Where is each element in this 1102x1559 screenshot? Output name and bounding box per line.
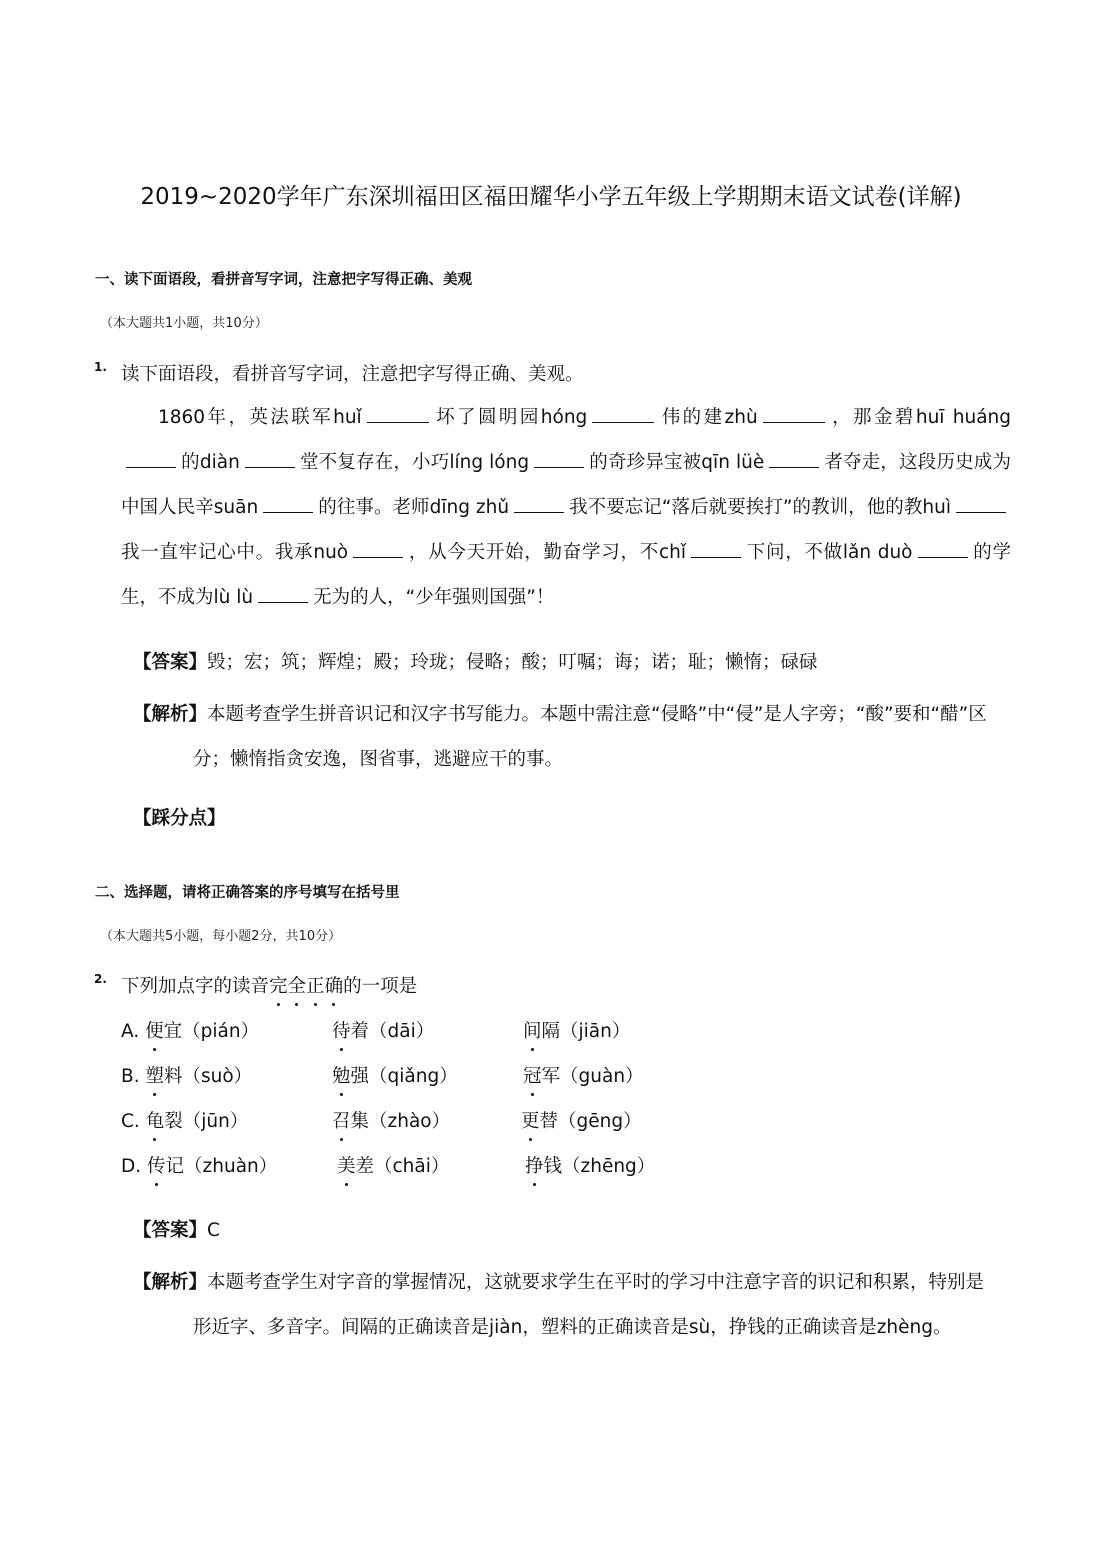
answer-text: C (207, 1220, 220, 1241)
passage-seg: 堂不复存在，小巧líng lóng (299, 452, 530, 473)
dotted-char: 间 (523, 1021, 542, 1042)
q1-number: 1. (94, 360, 107, 374)
passage-seg: 的学生，不成为lù lù (121, 542, 1011, 608)
q2-analysis (133, 1260, 998, 1350)
answer-blank[interactable] (245, 449, 295, 468)
analysis-label: 【解析】 (133, 704, 208, 725)
points-label: 【踩分点】 (133, 808, 226, 829)
answer-blank[interactable] (126, 449, 176, 468)
q1-passage (121, 395, 1011, 620)
q2-stem (121, 972, 417, 998)
analysis-text: 本题考查学生对字音的掌握情况，这就要求学生在平时的学习中注意字音的识记和积累，特别是形近字、多音字。间隔的正确读音是jiàn，塑料的正确读音是sù，挣钱的正确读音是zhèng。 (193, 1272, 985, 1338)
dotted-char: 正 (306, 976, 325, 997)
passage-seg: ，从今天开始，勤奋学习，不chǐ (408, 542, 686, 563)
option-word: 料（suò） (163, 1066, 253, 1087)
dotted-char: 待 (332, 1021, 351, 1042)
dotted-char: 冠 (523, 1066, 542, 1087)
option-word: 集（zhào） (350, 1111, 451, 1132)
option-b[interactable] (121, 1062, 821, 1092)
section1-heading: 一、读下面语段，看拼音写字词，注意把字写得正确、美观 (95, 272, 472, 288)
answer-blank[interactable] (258, 584, 308, 603)
dotted-char: 召 (332, 1111, 351, 1132)
q1-points (133, 804, 226, 830)
answer-blank[interactable] (263, 494, 313, 513)
option-a[interactable] (121, 1017, 821, 1047)
answer-blank[interactable] (956, 494, 1006, 513)
passage-seg: 的往事。老师dīng zhǔ (318, 497, 510, 518)
option-word: 强（qiǎng） (350, 1066, 458, 1087)
passage-seg: 1860年，英法联军huǐ (158, 407, 362, 428)
analysis-label: 【解析】 (133, 1272, 208, 1293)
option-word: 替（gēng） (539, 1111, 642, 1132)
answer-blank[interactable] (769, 449, 819, 468)
option-letter: B. (121, 1066, 140, 1087)
option-letter: A. (121, 1021, 140, 1042)
q1-analysis (133, 692, 998, 782)
option-d[interactable] (121, 1152, 821, 1182)
option-word: 隔（jiān） (541, 1021, 631, 1042)
passage-seg: 我一直牢记心中。我承nuò (121, 542, 349, 563)
option-word: 裂（jūn） (164, 1111, 249, 1132)
passage-seg: 无为的人，“少年强则国强”！ (313, 587, 555, 608)
answer-blank[interactable] (592, 404, 654, 423)
q2-answer (133, 1216, 220, 1242)
answer-blank[interactable] (367, 404, 429, 423)
option-letter: D. (121, 1156, 142, 1177)
stem-text: 的一项是 (343, 976, 418, 997)
answer-label: 【答案】 (133, 1220, 208, 1241)
analysis-text: 本题考查学生拼音识记和汉字书写能力。本题中需注意“侵略”中“侵”是人字旁；“酸”要和“醋”区分；懒惰指贪安逸，图省事，逃避应干的事。 (193, 704, 987, 770)
passage-seg: 伟的建zhù (659, 407, 758, 428)
dotted-char: 塑 (145, 1066, 164, 1087)
section2-note: （本大题共5小题，每小题2分，共10分） (100, 929, 342, 944)
passage-seg: 的diàn (181, 452, 240, 473)
answer-blank[interactable] (514, 494, 564, 513)
option-word: 差（chāi） (355, 1156, 450, 1177)
passage-seg: 的奇珍异宝被qīn lüè (589, 452, 765, 473)
dotted-char: 传 (147, 1156, 166, 1177)
page-title: 2019~2020学年广东深圳福田区福田耀华小学五年级上学期期末语文试卷(详解) (140, 184, 962, 210)
passage-seg: 者夺走，这段历史成为中国人民辛suān (121, 452, 1011, 518)
q2-number: 2. (94, 972, 107, 986)
dotted-char: 全 (287, 976, 307, 997)
passage-seg: 坏了圆明园hóng (433, 407, 588, 428)
answer-blank[interactable] (353, 539, 403, 558)
passage-seg: ，那金碧huī huáng (829, 407, 1011, 428)
dotted-char: 龟 (145, 1111, 165, 1132)
dotted-char: 便 (145, 1021, 164, 1042)
answer-text: 毁；宏；筑；辉煌；殿；玲珑；侵略；酸；叮嘱；诲；诺；耻；懒惰；碌碌 (207, 652, 818, 673)
answer-blank[interactable] (763, 404, 825, 423)
section1-note: （本大题共1小题，共10分） (100, 316, 268, 331)
answer-blank[interactable] (918, 539, 968, 558)
dotted-char: 确 (324, 976, 344, 997)
section2-heading: 二、选择题，请将正确答案的序号填写在括号里 (95, 885, 400, 901)
answer-label: 【答案】 (133, 652, 208, 673)
passage-seg: 我不要忘记“落后就要挨打”的教训，他的教huì (569, 497, 951, 518)
option-word: 军（guàn） (541, 1066, 644, 1087)
option-word: 钱（zhēng） (543, 1156, 656, 1177)
option-word: 记（zhuàn） (165, 1156, 278, 1177)
answer-blank[interactable] (691, 539, 741, 558)
dotted-char: 美 (337, 1156, 356, 1177)
answer-blank[interactable] (534, 449, 584, 468)
option-word: 宜（pián） (163, 1021, 260, 1042)
dotted-char: 完 (269, 976, 288, 997)
dotted-char: 更 (521, 1111, 540, 1132)
dotted-char: 挣 (525, 1156, 544, 1177)
q1-stem: 读下面语段，看拼音写字词，注意把字写得正确、美观。 (121, 364, 584, 385)
q1-answer (133, 648, 818, 674)
stem-text: 下列加点字的读音 (121, 976, 270, 997)
option-letter: C. (121, 1111, 140, 1132)
option-word: 着（dāi） (350, 1021, 435, 1042)
option-c[interactable] (121, 1107, 821, 1137)
passage-seg: 下问，不做lǎn duò (745, 542, 913, 563)
dotted-char: 勉 (332, 1066, 351, 1087)
